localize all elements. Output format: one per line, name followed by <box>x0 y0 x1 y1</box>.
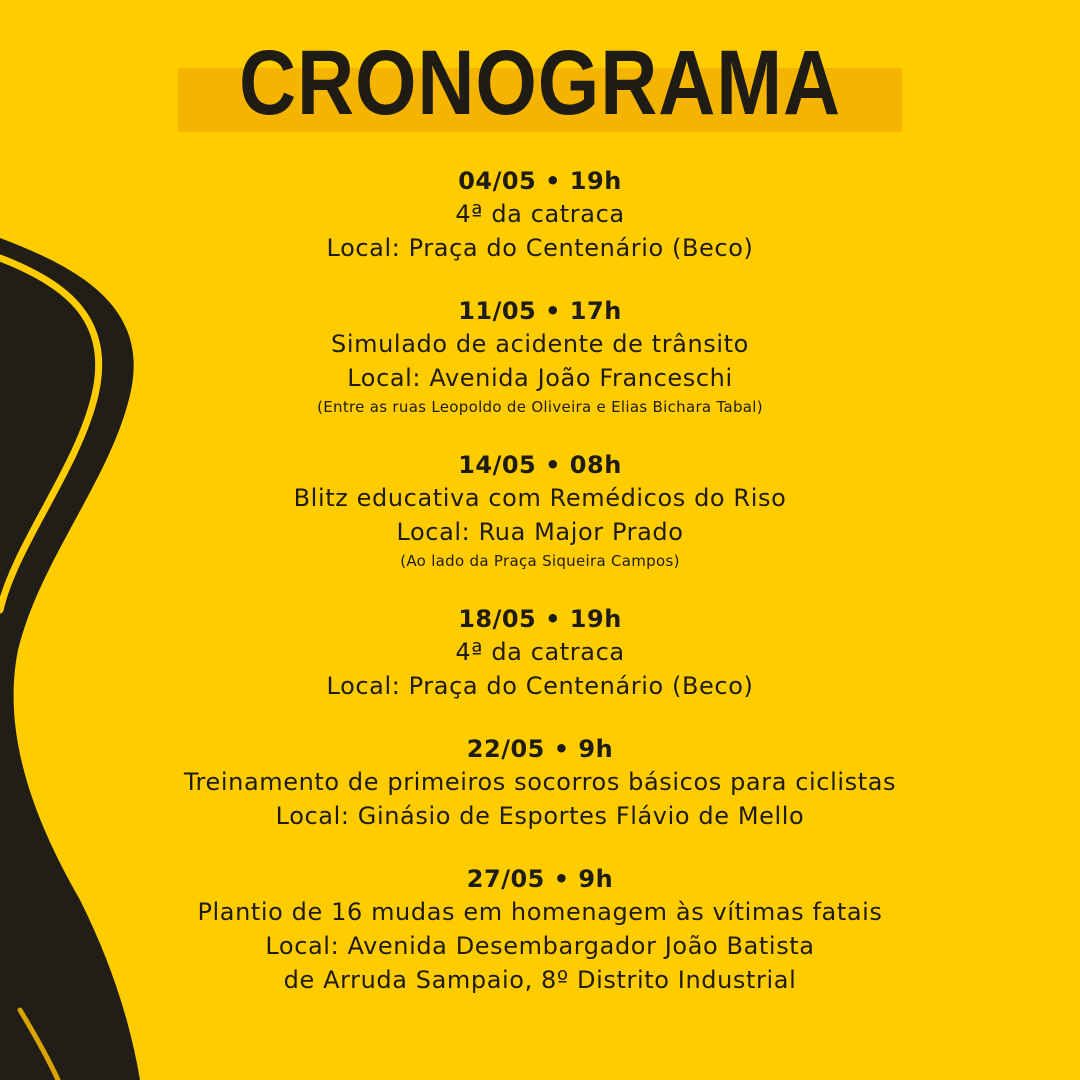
page-title: CRONOGRAMA <box>239 32 841 134</box>
event-location-continued: de Arruda Sampaio, 8º Distrito Industrial <box>283 966 797 994</box>
event-title: Treinamento de primeiros socorros básicos para ciclistas <box>183 768 897 796</box>
event-location: Local: Praça do Centenário (Beco) <box>326 672 754 700</box>
title-box <box>190 28 890 138</box>
event-date: 22/05 • 9h <box>466 735 614 763</box>
event-location: Local: Praça do Centenário (Beco) <box>326 234 754 262</box>
event-location: Local: Rua Major Prado <box>396 518 684 546</box>
event-date: 18/05 • 19h <box>458 605 622 633</box>
event-title: 4ª da catraca <box>455 638 625 666</box>
event-location: Local: Ginásio de Esportes Flávio de Mello <box>275 802 805 830</box>
event-title: Blitz educativa com Remédicos do Riso <box>293 484 787 512</box>
schedule-list <box>100 165 980 997</box>
title-area <box>0 28 1080 138</box>
event-date: 14/05 • 08h <box>458 451 622 479</box>
event-item <box>100 295 980 419</box>
event-item <box>100 733 980 833</box>
event-title: 4ª da catraca <box>455 200 625 228</box>
event-title: Simulado de acidente de trânsito <box>331 330 749 358</box>
event-note: (Entre as ruas Leopoldo de Oliveira e Elias Bichara Tabal) <box>317 398 763 416</box>
event-item <box>100 603 980 703</box>
event-note: (Ao lado da Praça Siqueira Campos) <box>400 552 680 570</box>
event-location: Local: Avenida Desembargador João Batista <box>265 932 815 960</box>
event-location: Local: Avenida João Franceschi <box>347 364 733 392</box>
event-item <box>100 863 980 997</box>
event-title: Plantio de 16 mudas em homenagem às vítimas fatais <box>197 898 883 926</box>
event-date: 11/05 • 17h <box>458 297 622 325</box>
event-item <box>100 165 980 265</box>
event-date: 27/05 • 9h <box>466 865 614 893</box>
event-date: 04/05 • 19h <box>458 167 622 195</box>
event-item <box>100 449 980 573</box>
